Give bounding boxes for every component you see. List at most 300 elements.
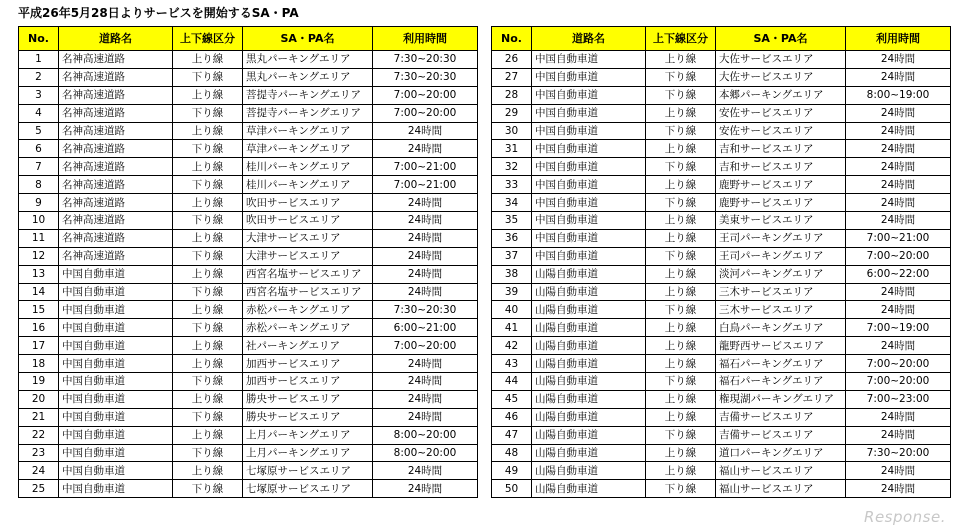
cell-no: 14	[19, 283, 59, 301]
cell-hours: 24時間	[373, 480, 478, 498]
cell-direction: 下り線	[173, 480, 243, 498]
table-row	[19, 104, 478, 122]
cell-no: 29	[492, 104, 532, 122]
cell-direction: 上り線	[173, 265, 243, 283]
table-row	[492, 408, 951, 426]
cell-hours: 24時間	[846, 337, 951, 355]
cell-hours: 24時間	[846, 408, 951, 426]
cell-hours: 24時間	[373, 194, 478, 212]
cell-direction: 下り線	[646, 247, 716, 265]
cell-direction: 上り線	[646, 176, 716, 194]
cell-hours: 24時間	[373, 247, 478, 265]
cell-direction: 下り線	[173, 247, 243, 265]
cell-road: 中国自動車道	[532, 158, 646, 176]
table-header-row	[492, 27, 951, 51]
cell-road: 中国自動車道	[532, 247, 646, 265]
cell-sapa-name: 三木サービスエリア	[716, 301, 846, 319]
cell-no: 40	[492, 301, 532, 319]
cell-direction: 下り線	[173, 283, 243, 301]
cell-road: 中国自動車道	[59, 390, 173, 408]
cell-road: 中国自動車道	[59, 337, 173, 355]
table-row	[19, 158, 478, 176]
table-row	[492, 390, 951, 408]
cell-road: 山陽自動車道	[532, 444, 646, 462]
cell-direction: 下り線	[646, 158, 716, 176]
cell-no: 50	[492, 480, 532, 498]
cell-hours: 7:00~23:00	[846, 390, 951, 408]
cell-no: 44	[492, 373, 532, 391]
table-row	[492, 158, 951, 176]
cell-sapa-name: 菩提寺パーキングエリア	[243, 104, 373, 122]
cell-hours: 24時間	[373, 462, 478, 480]
cell-road: 山陽自動車道	[532, 408, 646, 426]
cell-no: 5	[19, 122, 59, 140]
cell-hours: 24時間	[373, 283, 478, 301]
cell-hours: 24時間	[373, 408, 478, 426]
cell-direction: 上り線	[173, 337, 243, 355]
cell-direction: 下り線	[646, 86, 716, 104]
cell-sapa-name: 福石パーキングエリア	[716, 355, 846, 373]
cell-no: 45	[492, 390, 532, 408]
cell-road: 中国自動車道	[59, 480, 173, 498]
cell-road: 山陽自動車道	[532, 426, 646, 444]
cell-direction: 下り線	[646, 68, 716, 86]
cell-direction: 下り線	[646, 194, 716, 212]
cell-road: 山陽自動車道	[532, 355, 646, 373]
cell-road: 中国自動車道	[532, 176, 646, 194]
cell-sapa-name: 大佐サービスエリア	[716, 51, 846, 69]
page-title: 平成26年5月28日よりサービスを開始するSA・PA	[18, 6, 299, 20]
cell-no: 42	[492, 337, 532, 355]
cell-no: 34	[492, 194, 532, 212]
cell-sapa-name: 本郷パーキングエリア	[716, 86, 846, 104]
cell-road: 山陽自動車道	[532, 265, 646, 283]
cell-direction: 上り線	[646, 390, 716, 408]
header-road: 道路名	[59, 27, 173, 51]
table-row	[492, 480, 951, 498]
table-row	[492, 355, 951, 373]
cell-no: 37	[492, 247, 532, 265]
cell-no: 39	[492, 283, 532, 301]
cell-direction: 上り線	[173, 229, 243, 247]
cell-hours: 24時間	[373, 122, 478, 140]
cell-hours: 24時間	[846, 51, 951, 69]
header-direction: 上下線区分	[646, 27, 716, 51]
cell-direction: 上り線	[173, 355, 243, 373]
header-no: No.	[19, 27, 59, 51]
cell-direction: 下り線	[646, 301, 716, 319]
cell-no: 36	[492, 229, 532, 247]
cell-hours: 7:00~21:00	[373, 158, 478, 176]
cell-road: 山陽自動車道	[532, 480, 646, 498]
header-hours: 利用時間	[846, 27, 951, 51]
cell-hours: 24時間	[846, 480, 951, 498]
cell-road: 中国自動車道	[59, 265, 173, 283]
cell-sapa-name: 黒丸パーキングエリア	[243, 51, 373, 69]
cell-sapa-name: 安佐サービスエリア	[716, 104, 846, 122]
cell-direction: 上り線	[173, 426, 243, 444]
cell-sapa-name: 勝央サービスエリア	[243, 390, 373, 408]
cell-hours: 8:00~19:00	[846, 86, 951, 104]
cell-hours: 24時間	[846, 104, 951, 122]
cell-direction: 上り線	[173, 86, 243, 104]
cell-direction: 上り線	[646, 51, 716, 69]
cell-sapa-name: 吉和サービスエリア	[716, 158, 846, 176]
cell-sapa-name: 上月パーキングエリア	[243, 426, 373, 444]
cell-road: 中国自動車道	[59, 408, 173, 426]
cell-sapa-name: 三木サービスエリア	[716, 283, 846, 301]
cell-road: 中国自動車道	[59, 319, 173, 337]
cell-direction: 上り線	[646, 104, 716, 122]
table-row	[19, 229, 478, 247]
cell-no: 8	[19, 176, 59, 194]
table-row	[492, 265, 951, 283]
cell-no: 26	[492, 51, 532, 69]
cell-sapa-name: 鹿野サービスエリア	[716, 176, 846, 194]
cell-sapa-name: 鹿野サービスエリア	[716, 194, 846, 212]
cell-direction: 上り線	[173, 301, 243, 319]
cell-no: 33	[492, 176, 532, 194]
cell-hours: 7:00~21:00	[846, 229, 951, 247]
cell-hours: 7:00~20:00	[846, 373, 951, 391]
cell-direction: 上り線	[646, 408, 716, 426]
cell-hours: 24時間	[846, 176, 951, 194]
cell-sapa-name: 福山サービスエリア	[716, 480, 846, 498]
cell-hours: 8:00~20:00	[373, 426, 478, 444]
cell-road: 山陽自動車道	[532, 301, 646, 319]
cell-no: 47	[492, 426, 532, 444]
cell-sapa-name: 菩提寺パーキングエリア	[243, 86, 373, 104]
cell-road: 中国自動車道	[532, 212, 646, 230]
cell-sapa-name: 桂川パーキングエリア	[243, 158, 373, 176]
cell-direction: 下り線	[173, 176, 243, 194]
cell-direction: 下り線	[173, 408, 243, 426]
cell-no: 24	[19, 462, 59, 480]
cell-hours: 24時間	[373, 390, 478, 408]
table-row	[19, 51, 478, 69]
table-row	[492, 373, 951, 391]
table-row	[492, 444, 951, 462]
cell-direction: 上り線	[173, 51, 243, 69]
header-road: 道路名	[532, 27, 646, 51]
cell-road: 中国自動車道	[532, 51, 646, 69]
cell-no: 38	[492, 265, 532, 283]
table-row	[492, 140, 951, 158]
cell-no: 7	[19, 158, 59, 176]
cell-road: 中国自動車道	[59, 283, 173, 301]
cell-hours: 24時間	[373, 265, 478, 283]
cell-hours: 24時間	[846, 140, 951, 158]
cell-hours: 24時間	[846, 68, 951, 86]
cell-no: 19	[19, 373, 59, 391]
cell-sapa-name: 美東サービスエリア	[716, 212, 846, 230]
table-row	[19, 86, 478, 104]
cell-hours: 24時間	[846, 426, 951, 444]
table-row	[19, 337, 478, 355]
table-row	[492, 86, 951, 104]
cell-road: 山陽自動車道	[532, 462, 646, 480]
cell-sapa-name: 西宮名塩サービスエリア	[243, 265, 373, 283]
table-row	[492, 426, 951, 444]
table-row	[19, 68, 478, 86]
table-row	[19, 301, 478, 319]
sa-pa-table-right	[491, 26, 951, 498]
cell-road: 山陽自動車道	[532, 390, 646, 408]
table-row	[492, 68, 951, 86]
cell-sapa-name: 吹田サービスエリア	[243, 212, 373, 230]
cell-no: 23	[19, 444, 59, 462]
table-row	[19, 283, 478, 301]
cell-sapa-name: 吉備サービスエリア	[716, 408, 846, 426]
cell-sapa-name: 七塚原サービスエリア	[243, 480, 373, 498]
cell-no: 46	[492, 408, 532, 426]
cell-hours: 7:30~20:30	[373, 51, 478, 69]
cell-hours: 24時間	[846, 283, 951, 301]
cell-no: 12	[19, 247, 59, 265]
cell-sapa-name: 七塚原サービスエリア	[243, 462, 373, 480]
cell-road: 山陽自動車道	[532, 319, 646, 337]
cell-road: 名神高速道路	[59, 68, 173, 86]
table-row	[492, 104, 951, 122]
cell-sapa-name: 黒丸パーキングエリア	[243, 68, 373, 86]
cell-no: 48	[492, 444, 532, 462]
cell-hours: 24時間	[846, 301, 951, 319]
cell-hours: 7:00~20:00	[846, 247, 951, 265]
cell-hours: 24時間	[846, 462, 951, 480]
table-row	[19, 176, 478, 194]
cell-sapa-name: 草津パーキングエリア	[243, 140, 373, 158]
cell-hours: 7:00~21:00	[373, 176, 478, 194]
cell-sapa-name: 勝央サービスエリア	[243, 408, 373, 426]
cell-no: 25	[19, 480, 59, 498]
cell-road: 中国自動車道	[59, 301, 173, 319]
cell-no: 41	[492, 319, 532, 337]
cell-direction: 上り線	[646, 212, 716, 230]
cell-sapa-name: 社パーキングエリア	[243, 337, 373, 355]
cell-road: 中国自動車道	[532, 122, 646, 140]
cell-hours: 7:00~20:00	[373, 86, 478, 104]
cell-sapa-name: 大津サービスエリア	[243, 229, 373, 247]
header-direction: 上下線区分	[173, 27, 243, 51]
cell-road: 中国自動車道	[532, 194, 646, 212]
cell-sapa-name: 安佐サービスエリア	[716, 122, 846, 140]
cell-direction: 下り線	[646, 426, 716, 444]
cell-sapa-name: 龍野西サービスエリア	[716, 337, 846, 355]
cell-road: 名神高速道路	[59, 158, 173, 176]
cell-hours: 7:00~19:00	[846, 319, 951, 337]
cell-road: 中国自動車道	[59, 373, 173, 391]
cell-direction: 下り線	[173, 68, 243, 86]
cell-sapa-name: 権現湖パーキングエリア	[716, 390, 846, 408]
cell-road: 山陽自動車道	[532, 337, 646, 355]
cell-road: 名神高速道路	[59, 212, 173, 230]
table-row	[19, 373, 478, 391]
table-row	[492, 337, 951, 355]
cell-direction: 上り線	[173, 122, 243, 140]
cell-direction: 上り線	[173, 462, 243, 480]
cell-no: 28	[492, 86, 532, 104]
cell-hours: 24時間	[846, 122, 951, 140]
cell-no: 15	[19, 301, 59, 319]
cell-no: 49	[492, 462, 532, 480]
cell-direction: 上り線	[646, 337, 716, 355]
cell-hours: 6:00~22:00	[846, 265, 951, 283]
table-row	[19, 319, 478, 337]
table-row	[492, 194, 951, 212]
header-sapa-name: SA・PA名	[243, 27, 373, 51]
cell-sapa-name: 福山サービスエリア	[716, 462, 846, 480]
table-row	[492, 462, 951, 480]
cell-hours: 24時間	[373, 140, 478, 158]
cell-hours: 24時間	[373, 373, 478, 391]
cell-sapa-name: 大津サービスエリア	[243, 247, 373, 265]
table-row	[19, 390, 478, 408]
cell-no: 22	[19, 426, 59, 444]
cell-sapa-name: 道口パーキングエリア	[716, 444, 846, 462]
cell-road: 中国自動車道	[532, 104, 646, 122]
cell-direction: 上り線	[173, 158, 243, 176]
cell-sapa-name: 吉和サービスエリア	[716, 140, 846, 158]
table-row	[492, 283, 951, 301]
cell-road: 山陽自動車道	[532, 283, 646, 301]
cell-direction: 上り線	[646, 229, 716, 247]
cell-sapa-name: 吉備サービスエリア	[716, 426, 846, 444]
cell-sapa-name: 上月パーキングエリア	[243, 444, 373, 462]
cell-sapa-name: 草津パーキングエリア	[243, 122, 373, 140]
table-row	[492, 319, 951, 337]
cell-hours: 7:30~20:30	[373, 68, 478, 86]
table-row	[19, 408, 478, 426]
cell-sapa-name: 淡河パーキングエリア	[716, 265, 846, 283]
table-row	[19, 444, 478, 462]
cell-hours: 8:00~20:00	[373, 444, 478, 462]
cell-no: 18	[19, 355, 59, 373]
cell-hours: 24時間	[846, 194, 951, 212]
cell-hours: 7:00~20:00	[373, 104, 478, 122]
cell-no: 35	[492, 212, 532, 230]
cell-road: 名神高速道路	[59, 247, 173, 265]
cell-direction: 下り線	[173, 104, 243, 122]
cell-road: 中国自動車道	[59, 462, 173, 480]
cell-no: 27	[492, 68, 532, 86]
cell-no: 43	[492, 355, 532, 373]
cell-road: 名神高速道路	[59, 194, 173, 212]
cell-hours: 24時間	[373, 355, 478, 373]
cell-road: 中国自動車道	[532, 86, 646, 104]
cell-direction: 上り線	[646, 283, 716, 301]
cell-sapa-name: 福石パーキングエリア	[716, 373, 846, 391]
cell-direction: 下り線	[646, 480, 716, 498]
cell-road: 名神高速道路	[59, 140, 173, 158]
cell-direction: 下り線	[173, 140, 243, 158]
sa-pa-table-left	[18, 26, 478, 498]
cell-no: 4	[19, 104, 59, 122]
header-sapa-name: SA・PA名	[716, 27, 846, 51]
table-header-row	[19, 27, 478, 51]
cell-no: 31	[492, 140, 532, 158]
cell-direction: 下り線	[646, 122, 716, 140]
cell-no: 2	[19, 68, 59, 86]
table-row	[19, 247, 478, 265]
cell-direction: 上り線	[646, 140, 716, 158]
cell-direction: 下り線	[173, 373, 243, 391]
table-row	[19, 426, 478, 444]
cell-no: 3	[19, 86, 59, 104]
cell-direction: 上り線	[646, 319, 716, 337]
cell-direction: 上り線	[646, 355, 716, 373]
cell-direction: 上り線	[646, 462, 716, 480]
cell-sapa-name: 加西サービスエリア	[243, 373, 373, 391]
table-row	[492, 247, 951, 265]
cell-hours: 7:00~20:00	[846, 355, 951, 373]
cell-direction: 下り線	[173, 444, 243, 462]
cell-direction: 上り線	[646, 444, 716, 462]
cell-no: 11	[19, 229, 59, 247]
header-no: No.	[492, 27, 532, 51]
cell-sapa-name: 桂川パーキングエリア	[243, 176, 373, 194]
cell-hours: 7:00~20:00	[373, 337, 478, 355]
table-row	[19, 462, 478, 480]
cell-direction: 上り線	[173, 194, 243, 212]
cell-hours: 24時間	[846, 158, 951, 176]
cell-road: 名神高速道路	[59, 104, 173, 122]
cell-direction: 下り線	[646, 373, 716, 391]
cell-sapa-name: 西宮名塩サービスエリア	[243, 283, 373, 301]
table-row	[19, 480, 478, 498]
table-row	[492, 229, 951, 247]
table-row	[492, 301, 951, 319]
cell-road: 名神高速道路	[59, 86, 173, 104]
cell-road: 名神高速道路	[59, 229, 173, 247]
table-row	[19, 265, 478, 283]
response-watermark: Response.	[864, 508, 946, 526]
cell-sapa-name: 赤松パーキングエリア	[243, 319, 373, 337]
cell-hours: 7:30~20:00	[846, 444, 951, 462]
cell-no: 10	[19, 212, 59, 230]
table-row	[492, 122, 951, 140]
table-row	[19, 140, 478, 158]
cell-road: 名神高速道路	[59, 176, 173, 194]
cell-direction: 上り線	[646, 265, 716, 283]
cell-no: 1	[19, 51, 59, 69]
cell-hours: 24時間	[373, 229, 478, 247]
cell-sapa-name: 加西サービスエリア	[243, 355, 373, 373]
cell-direction: 上り線	[173, 390, 243, 408]
table-row	[492, 176, 951, 194]
table-row	[19, 194, 478, 212]
cell-no: 9	[19, 194, 59, 212]
cell-hours: 24時間	[846, 212, 951, 230]
cell-road: 名神高速道路	[59, 122, 173, 140]
cell-hours: 7:30~20:30	[373, 301, 478, 319]
cell-sapa-name: 王司パーキングエリア	[716, 229, 846, 247]
cell-direction: 下り線	[173, 319, 243, 337]
cell-sapa-name: 王司パーキングエリア	[716, 247, 846, 265]
table-row	[19, 212, 478, 230]
cell-road: 中国自動車道	[532, 140, 646, 158]
cell-road: 名神高速道路	[59, 51, 173, 69]
cell-hours: 24時間	[373, 212, 478, 230]
cell-no: 6	[19, 140, 59, 158]
cell-road: 中国自動車道	[59, 426, 173, 444]
cell-no: 13	[19, 265, 59, 283]
cell-road: 中国自動車道	[532, 68, 646, 86]
table-row	[492, 51, 951, 69]
cell-sapa-name: 吹田サービスエリア	[243, 194, 373, 212]
cell-sapa-name: 白鳥パーキングエリア	[716, 319, 846, 337]
cell-sapa-name: 大佐サービスエリア	[716, 68, 846, 86]
cell-no: 16	[19, 319, 59, 337]
